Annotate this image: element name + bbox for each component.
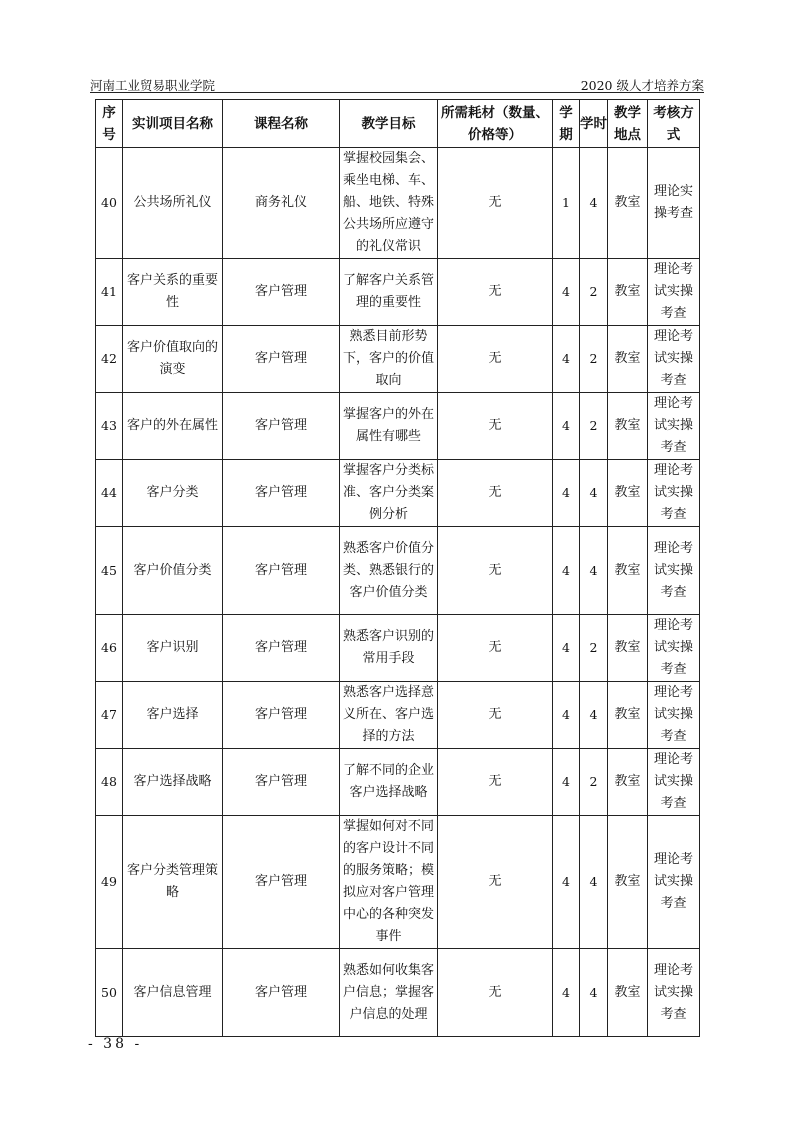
table-row — [96, 749, 700, 816]
page-number: - 38 - — [88, 1036, 143, 1052]
assessment: 理论考试实操考查 — [648, 816, 700, 949]
assessment: 理论考试实操考查 — [648, 326, 700, 393]
project-name: 客户价值分类 — [123, 527, 223, 615]
course-name: 客户管理 — [223, 326, 340, 393]
hours: 2 — [580, 615, 608, 682]
table-row — [96, 816, 700, 949]
row-number: 49 — [96, 816, 123, 949]
project-name: 公共场所礼仪 — [123, 148, 223, 259]
project-name: 客户的外在属性 — [123, 393, 223, 460]
assessment: 理论考试实操考查 — [648, 259, 700, 326]
school-name: 河南工业贸易职业学院 — [90, 78, 216, 93]
materials: 无 — [438, 460, 553, 527]
table-row — [96, 682, 700, 749]
row-number: 50 — [96, 949, 123, 1037]
term: 4 — [553, 460, 580, 527]
hours: 4 — [580, 527, 608, 615]
materials: 无 — [438, 949, 553, 1037]
term: 4 — [553, 527, 580, 615]
place: 教室 — [608, 816, 648, 949]
materials: 无 — [438, 326, 553, 393]
column-header: 课程名称 — [223, 100, 340, 148]
row-number: 44 — [96, 460, 123, 527]
place: 教室 — [608, 259, 648, 326]
hours: 2 — [580, 749, 608, 816]
teaching-goal: 熟悉客户识别的常用手段 — [340, 615, 438, 682]
materials: 无 — [438, 682, 553, 749]
project-name: 客户识别 — [123, 615, 223, 682]
table-row — [96, 460, 700, 527]
row-number: 45 — [96, 527, 123, 615]
hours: 2 — [580, 259, 608, 326]
hours: 2 — [580, 393, 608, 460]
materials: 无 — [438, 816, 553, 949]
row-number: 47 — [96, 682, 123, 749]
term: 1 — [553, 148, 580, 259]
teaching-goal: 掌握客户的外在属性有哪些 — [340, 393, 438, 460]
place: 教室 — [608, 949, 648, 1037]
header-rule — [90, 92, 704, 93]
course-name: 客户管理 — [223, 949, 340, 1037]
column-header: 序号 — [96, 100, 123, 148]
row-number: 48 — [96, 749, 123, 816]
project-name: 客户分类管理策略 — [123, 816, 223, 949]
term: 4 — [553, 259, 580, 326]
place: 教室 — [608, 749, 648, 816]
assessment: 理论考试实操考查 — [648, 527, 700, 615]
course-name: 客户管理 — [223, 749, 340, 816]
column-header: 所需耗材（数量、价格等） — [438, 100, 553, 148]
term: 4 — [553, 949, 580, 1037]
hours: 4 — [580, 682, 608, 749]
place: 教室 — [608, 148, 648, 259]
project-name: 客户选择战略 — [123, 749, 223, 816]
column-header: 学时 — [580, 100, 608, 148]
term: 4 — [553, 682, 580, 749]
course-name: 客户管理 — [223, 816, 340, 949]
place: 教室 — [608, 615, 648, 682]
assessment: 理论实操考查 — [648, 148, 700, 259]
project-name: 客户信息管理 — [123, 949, 223, 1037]
page-header — [90, 74, 704, 94]
plan-title: 2020 级人才培养方案 — [580, 78, 704, 93]
course-name: 客户管理 — [223, 393, 340, 460]
teaching-goal: 熟悉目前形势下，客户的价值取向 — [340, 326, 438, 393]
materials: 无 — [438, 615, 553, 682]
course-name: 客户管理 — [223, 527, 340, 615]
assessment: 理论考试实操考查 — [648, 682, 700, 749]
column-header: 教学目标 — [340, 100, 438, 148]
training-table — [95, 99, 700, 1037]
table-row — [96, 326, 700, 393]
place: 教室 — [608, 393, 648, 460]
project-name: 客户关系的重要性 — [123, 259, 223, 326]
materials: 无 — [438, 148, 553, 259]
row-number: 41 — [96, 259, 123, 326]
materials: 无 — [438, 749, 553, 816]
assessment: 理论考试实操考查 — [648, 615, 700, 682]
project-name: 客户价值取向的演变 — [123, 326, 223, 393]
course-name: 客户管理 — [223, 259, 340, 326]
table-row — [96, 615, 700, 682]
row-number: 42 — [96, 326, 123, 393]
column-header: 学期 — [553, 100, 580, 148]
materials: 无 — [438, 393, 553, 460]
place: 教室 — [608, 326, 648, 393]
term: 4 — [553, 393, 580, 460]
assessment: 理论考试实操考查 — [648, 749, 700, 816]
assessment: 理论考试实操考查 — [648, 460, 700, 527]
column-header: 考核方式 — [648, 100, 700, 148]
row-number: 43 — [96, 393, 123, 460]
table-row — [96, 527, 700, 615]
course-name: 客户管理 — [223, 682, 340, 749]
row-number: 46 — [96, 615, 123, 682]
hours: 4 — [580, 949, 608, 1037]
table-row — [96, 259, 700, 326]
teaching-goal: 熟悉如何收集客户信息；掌握客户信息的处理 — [340, 949, 438, 1037]
teaching-goal: 了解客户关系管理的重要性 — [340, 259, 438, 326]
place: 教室 — [608, 460, 648, 527]
term: 4 — [553, 816, 580, 949]
teaching-goal: 熟悉客户价值分类、熟悉银行的客户价值分类 — [340, 527, 438, 615]
term: 4 — [553, 749, 580, 816]
hours: 4 — [580, 460, 608, 527]
column-header: 教学地点 — [608, 100, 648, 148]
assessment: 理论考试实操考查 — [648, 393, 700, 460]
term: 4 — [553, 326, 580, 393]
teaching-goal: 掌握校园集会、乘坐电梯、车、船、地铁、特殊公共场所应遵守的礼仪常识 — [340, 148, 438, 259]
table-row — [96, 393, 700, 460]
project-name: 客户选择 — [123, 682, 223, 749]
hours: 4 — [580, 816, 608, 949]
materials: 无 — [438, 259, 553, 326]
materials: 无 — [438, 527, 553, 615]
column-header: 实训项目名称 — [123, 100, 223, 148]
project-name: 客户分类 — [123, 460, 223, 527]
course-name: 客户管理 — [223, 615, 340, 682]
place: 教室 — [608, 682, 648, 749]
teaching-goal: 掌握客户分类标准、客户分类案例分析 — [340, 460, 438, 527]
teaching-goal: 了解不同的企业客户选择战略 — [340, 749, 438, 816]
teaching-goal: 熟悉客户选择意义所在、客户选择的方法 — [340, 682, 438, 749]
row-number: 40 — [96, 148, 123, 259]
table-row — [96, 148, 700, 259]
term: 4 — [553, 615, 580, 682]
assessment: 理论考试实操考查 — [648, 949, 700, 1037]
table-header-row — [96, 100, 700, 148]
course-name: 客户管理 — [223, 460, 340, 527]
place: 教室 — [608, 527, 648, 615]
table-row — [96, 949, 700, 1037]
hours: 4 — [580, 148, 608, 259]
course-name: 商务礼仪 — [223, 148, 340, 259]
teaching-goal: 掌握如何对不同的客户设计不同的服务策略；模拟应对客户管理中心的各种突发事件 — [340, 816, 438, 949]
hours: 2 — [580, 326, 608, 393]
